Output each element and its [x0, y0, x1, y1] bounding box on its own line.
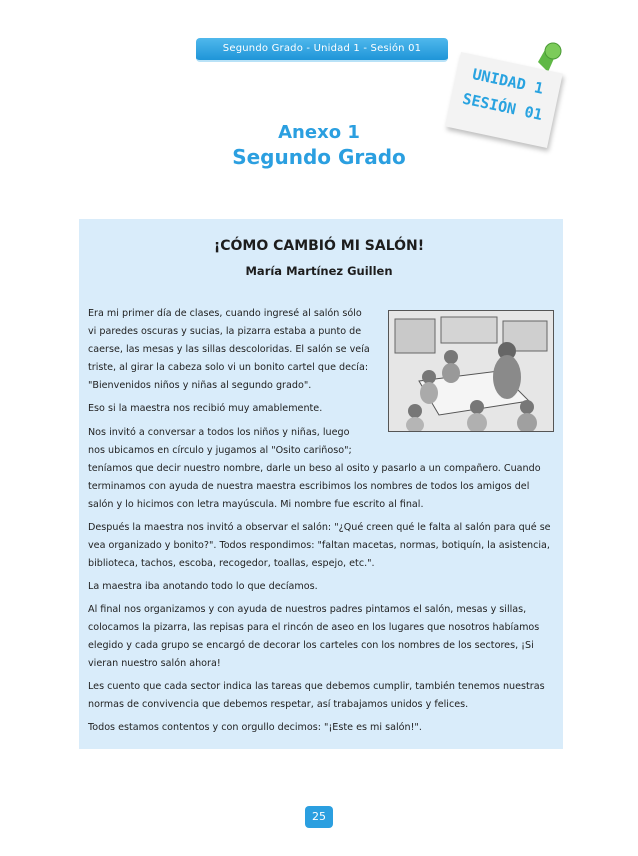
- story-line: elegido y cada grupo se encargó de decorar los carteles con los nombres de los sectores, ¡Si: [88, 640, 534, 651]
- story-author: María Martínez Guillen: [245, 264, 393, 278]
- story-title: ¡CÓMO CAMBIÓ MI SALÓN!: [213, 238, 425, 254]
- story-line: colocamos la pizarra, las repisas para el rincón de aseo en los lugares que nosotros habíamos: [88, 622, 540, 633]
- story-line: Todos estamos contentos y con orgullo decimos: "¡Este es mi salón!".: [88, 722, 422, 733]
- story-line: nos ubicamos en círculo y jugamos al "Osito cariñoso";: [88, 445, 352, 456]
- story-line: terminamos con ayuda de nuestra maestra escribimos los nombres de todos los amigos del: [88, 481, 530, 492]
- classroom-illustration: [388, 310, 554, 432]
- story-line: Nos invitó a conversar a todos los niños y niñas, luego: [88, 427, 350, 438]
- annex-title: Anexo 1: [278, 122, 360, 143]
- unit-label: UNIDAD 1: [470, 65, 546, 98]
- story-line: Al final nos organizamos y con ayuda de nuestros padres pintamos el salón, mesas y sillas,: [88, 604, 527, 615]
- story-line: salón y lo hicimos con letra mayúscula. Mi nombre fue escrito al final.: [88, 499, 424, 510]
- page-number: 25: [305, 806, 333, 828]
- story-line: Era mi primer día de clases, cuando ingresé al salón sólo: [88, 308, 362, 319]
- story-line: Les cuento que cada sector indica las tareas que debemos cumplir, también tenemos nuestras: [88, 681, 545, 692]
- story-line: vea organizado y bonito?". Todos respondimos: "faltan macetas, normas, botiquín, la asistencia,: [88, 540, 550, 551]
- session-label: SESIÓN 01: [460, 89, 545, 125]
- story-line: vi paredes oscuras y sucias, la pizarra estaba a punto de: [88, 326, 362, 337]
- story-line: Después la maestra nos invitó a observar el salón: "¿Qué creen qué le falta al salón para qué se: [88, 522, 551, 533]
- story-line: Eso si la maestra nos recibió muy amablemente.: [88, 403, 323, 414]
- annex-subtitle: Segundo Grado: [232, 145, 406, 169]
- story-line: La maestra iba anotando todo lo que decíamos.: [88, 581, 318, 592]
- story-line: vieran nuestro salón ahora!: [88, 658, 221, 669]
- story-line: caerse, las mesas y las sillas descoloridas. El salón se veía: [88, 344, 370, 355]
- story-line: triste, al girar la cabeza solo vi un bonito cartel que decía:: [88, 362, 369, 373]
- story-line: normas de convivencia que debemos respetar, así trabajamos unidos y felices.: [88, 699, 469, 710]
- story-line: biblioteca, tachos, escoba, recogedor, toallas, espejo, etc.".: [88, 558, 375, 569]
- header-banner: Segundo Grado - Unidad 1 - Sesión 01: [196, 38, 448, 62]
- story-line: "Bienvenidos niños y niñas al segundo grado".: [88, 380, 312, 391]
- story-line: teníamos que decir nuestro nombre, darle un beso al osito y pasarlo a un compañero. Cuando: [88, 463, 541, 474]
